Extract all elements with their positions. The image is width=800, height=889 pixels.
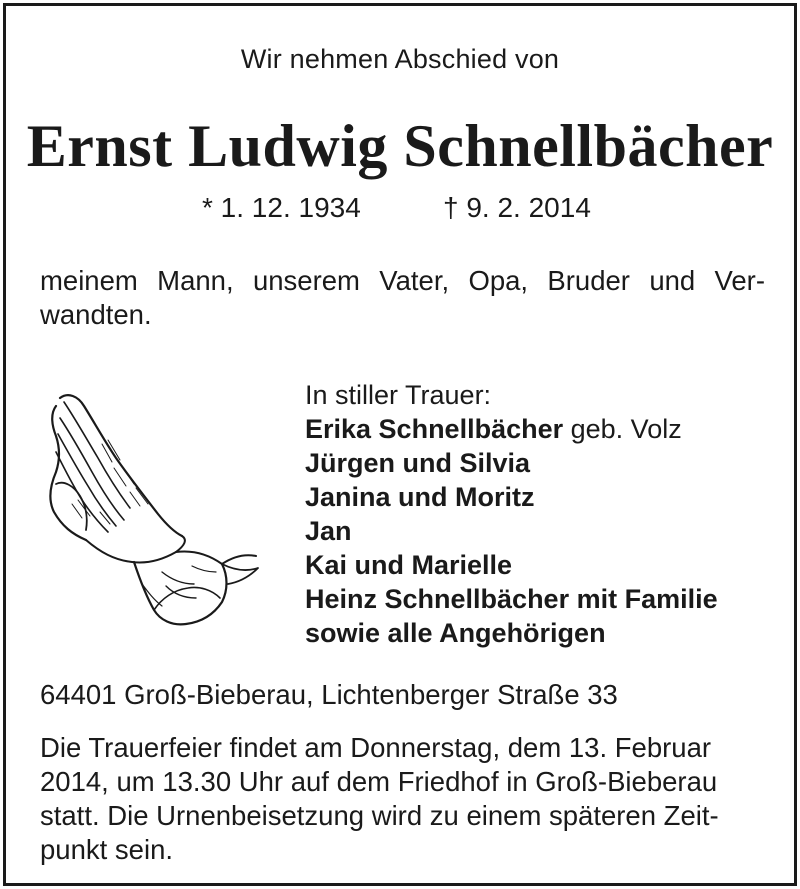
mourner-name: Heinz Schnellbächer mit Familie bbox=[305, 584, 718, 614]
mourner-name: Jan bbox=[305, 516, 352, 546]
mourner-line bbox=[305, 582, 718, 616]
mourner-line bbox=[305, 548, 718, 582]
service-announcement bbox=[40, 731, 768, 867]
service-line: statt. Die Urnenbeisetzung wird zu einem späteren Zeit- bbox=[40, 800, 719, 831]
deceased-name: Ernst Ludwig Schnellbächer bbox=[26, 113, 774, 179]
mourner-name: Kai und Marielle bbox=[305, 550, 513, 580]
mourner-name: Jürgen und Silvia bbox=[305, 448, 531, 478]
service-line: Die Trauerfeier findet am Donnerstag, dem 13. Februar bbox=[40, 732, 712, 763]
mourner-name: sowie alle Angehörigen bbox=[305, 618, 606, 648]
mourner-name: Janina und Moritz bbox=[305, 482, 535, 512]
intro-text: Wir nehmen Abschied von bbox=[240, 44, 560, 74]
mourners-heading: In stiller Trauer: bbox=[305, 380, 492, 410]
service-line: punkt sein. bbox=[40, 834, 174, 865]
birth-date: * 1. 12. 1934 bbox=[202, 192, 361, 223]
mourner-line bbox=[305, 446, 718, 480]
mourner-suffix: geb. Volz bbox=[563, 414, 682, 444]
tribute-text: meinem Mann, unserem Vater, Opa, Bruder und Ver-wandten. bbox=[40, 265, 765, 330]
obituary-notice bbox=[3, 3, 797, 886]
mourner-line bbox=[305, 480, 718, 514]
address-line: 64401 Groß-Bieberau, Lichtenberger Straße 33 bbox=[40, 679, 618, 710]
mourner-line bbox=[305, 616, 718, 650]
death-date: † 9. 2. 2014 bbox=[443, 192, 591, 223]
mourner-line bbox=[305, 514, 718, 548]
service-line: 2014, um 13.30 Uhr auf dem Friedhof in Groß-Bieberau bbox=[40, 766, 718, 797]
mourner-line bbox=[305, 412, 718, 446]
mourners-list bbox=[305, 378, 718, 650]
mourner-name: Erika Schnellbächer bbox=[305, 414, 564, 444]
praying-hands-icon bbox=[42, 384, 262, 634]
